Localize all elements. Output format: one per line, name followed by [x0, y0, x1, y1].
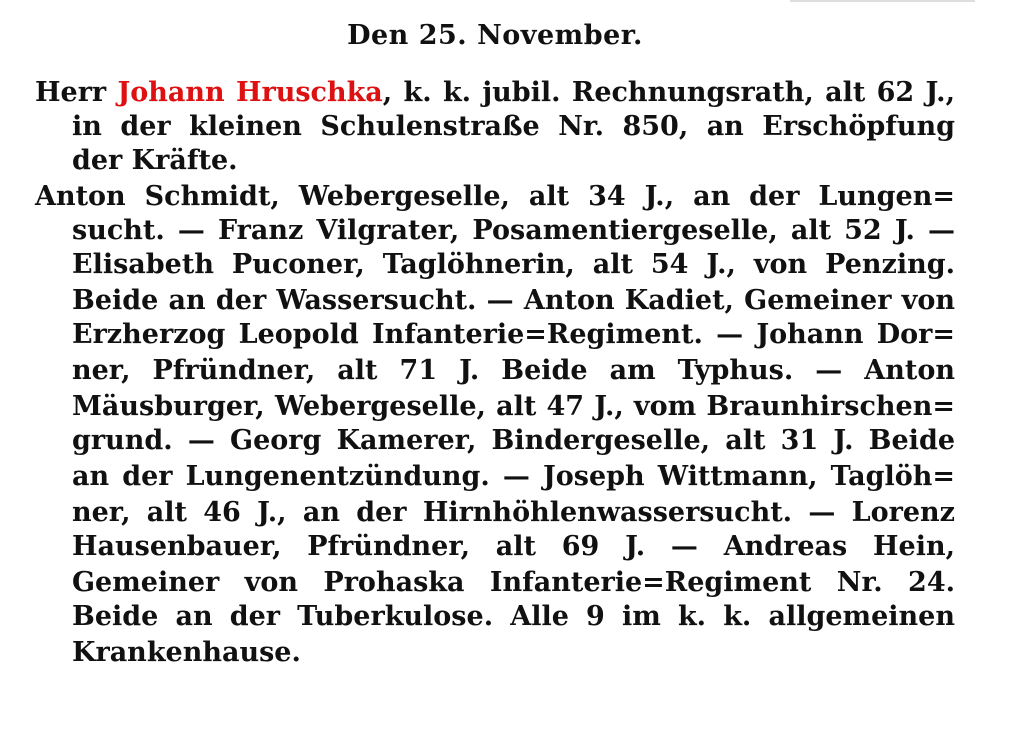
entry2-line1: Anton Schmidt, Webergeselle, alt 34 J., an der Lungen= — [35, 181, 955, 212]
entry1-line1 — [35, 76, 955, 110]
entry2-line10: ner, alt 46 J., an der Hirnhöhlenwassersucht. — Lorenz — [72, 497, 955, 528]
entry2-line2: sucht. — Franz Vilgrater, Posamentiergeselle, alt 52 J. — — [72, 215, 955, 246]
entry2-line5: Erzherzog Leopold Infanterie=Regiment. — Johann Dor= — [72, 319, 955, 350]
entry2-line11: Hausenbauer, Pfründner, alt 69 J. — Andreas Hein, — [72, 531, 955, 562]
entry2-line6: ner, Pfründner, alt 71 J. Beide am Typhus. — Anton — [72, 355, 955, 386]
highlighted-name: Johann Hruschka — [117, 77, 383, 108]
entry2-line7: Mäusburger, Webergeselle, alt 47 J., vom Braunhirschen= — [72, 391, 955, 422]
entry1-prefix: Herr — [35, 77, 118, 108]
date-heading: Den 25. November. — [347, 20, 643, 51]
entry1-line3: der Kräfte. — [72, 145, 238, 176]
entry2-line3: Elisabeth Puconer, Taglöhnerin, alt 54 J., von Penzing. — [72, 249, 955, 280]
entry2-line13: Beide an der Tuberkulose. Alle 9 im k. k. allgemeinen — [72, 601, 955, 632]
entry2-line12: Gemeiner von Prohaska Infanterie=Regiment Nr. 24. — [72, 567, 955, 598]
entry2-line8: grund. — Georg Kamerer, Bindergeselle, alt 31 J. Beide — [72, 425, 955, 456]
entry2-line9: an der Lungenentzündung. — Joseph Wittmann, Taglöh= — [72, 461, 955, 492]
entry1-line1-rest: , k. k. jubil. Rechnungsrath, alt 62 J., — [382, 77, 955, 108]
entry1-line2: in der kleinen Schulenstraße Nr. 850, an Erschöpfung — [72, 111, 955, 142]
top-edge-mark — [790, 0, 975, 2]
entry2-line4: Beide an der Wassersucht. — Anton Kadiet, Gemeiner von — [72, 285, 955, 316]
entry2-line14: Krankenhause. — [72, 637, 301, 668]
